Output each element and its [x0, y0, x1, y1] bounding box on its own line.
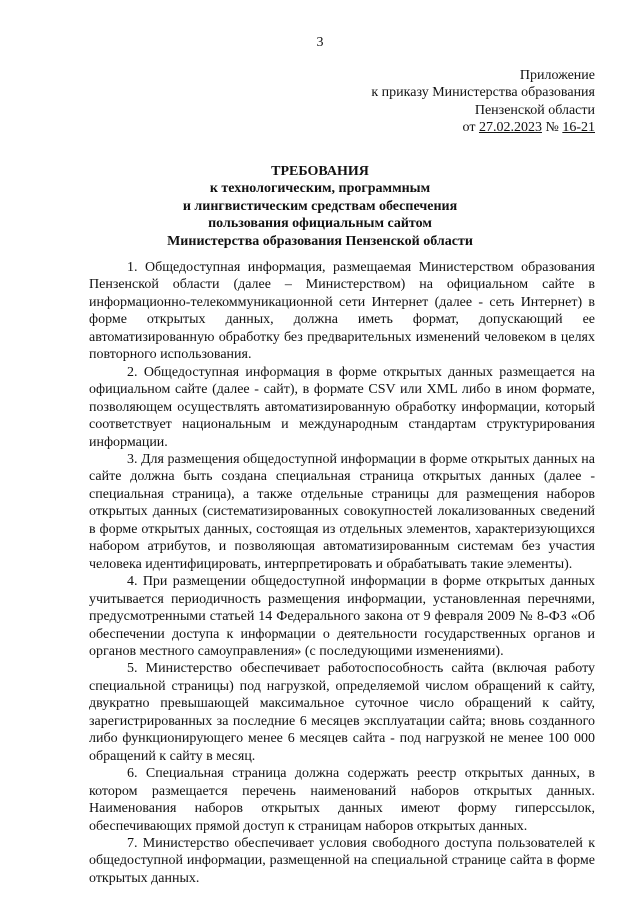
- appendix-region: Пензенской области: [474, 102, 595, 118]
- document-body: [89, 259, 595, 887]
- paragraph-7: 7. Министерство обеспечивает условия свободного доступа пользователей к общедоступной информации, размещенной на специальной странице сайта в форме открытых данных.: [89, 835, 595, 886]
- paragraph-2: 2. Общедоступная информация в форме открытых данных размещается на официальном сайте (далее - сайт), в формате CSV или XML либо в ином формате, позволяющем осуществлять автоматизированную обработку информации, который соответствует национальным и международным стандартам структурирования информации.: [89, 364, 595, 450]
- paragraph-6: 6. Специальная страница должна содержать реестр открытых данных, в котором размещается перечень наименований наборов открытых данных. Наименования наборов открытых данных имеют форму гиперссылок, обеспечивающих прямой доступ к страницам наборов открытых данных.: [89, 766, 595, 834]
- date-prefix: от: [462, 119, 479, 135]
- heading-line-4: Министерства образования Пензенской области: [167, 233, 473, 249]
- page-number: 3: [316, 35, 324, 50]
- paragraph-3: 3. Для размещения общедоступной информации в форме открытых данных на сайте должна быть создана специальная страница открытых данных (далее - специальная страница), а также отдельные страницы для размещения наборов открытых данных (систематизированных совокупностей локализованных сведений в форме открытых данных, состоящая из отдельных элементов, характеризующихся набором атрибутов, и позволяющая автоматизированным системам без участия человека идентифицировать, интерпретировать и обрабатывать такие элементы).: [89, 451, 595, 572]
- document-heading: [0, 163, 640, 250]
- appendix-label: Приложение: [519, 68, 595, 83]
- appendix-block: [371, 67, 595, 136]
- paragraph-4: 4. При размещении общедоступной информации в форме открытых данных учитывается периодичность размещения информации, установленная перечнями, предусмотренными статьей 14 Федерального закона от 9 февраля 2009 № 8-ФЗ «Об обеспечении доступа к информации о деятельности государственных органов и органов местного самоуправления» (с последующими изменениями).: [89, 574, 595, 659]
- appendix-date-line: [371, 119, 595, 136]
- number-prefix: №: [541, 119, 563, 135]
- paragraph-5: 5. Министерство обеспечивает работоспособность сайта (включая работу специальной страницы) под нагрузкой, определяемой числом обращений к сайту, двукратно превышающей максимальное суточное число обращений к сайту, зарегистрированных за последние 6 месяцев эксплуатации сайта; вновь созданного либо функционирующего менее 6 месяцев сайта - под нагрузкой не менее 100 000 обращений к сайту в месяц.: [89, 661, 595, 764]
- heading-line-1: к технологическим, программным: [209, 181, 431, 197]
- paragraph-1: 1. Общедоступная информация, размещаемая Министерством образования Пензенской области (далее – Министерством) на официальном сайте в информационно-телекоммуникационной сети Интернет (далее - сеть Интернет) в форме открытых данных, должна иметь формат, допускающий ее автоматизированную обработку без предварительных изменений человеком в целях повторного использования.: [89, 260, 595, 363]
- heading-line-2: и лингвистическим средствам обеспечения: [182, 198, 458, 214]
- order-date: 27.02.2023: [478, 119, 542, 135]
- appendix-order-ref: к приказу Министерства образования: [371, 85, 595, 101]
- heading-title: ТРЕБОВАНИЯ: [271, 164, 369, 179]
- heading-line-3: пользования официальным сайтом: [208, 216, 432, 232]
- order-number: 16-21: [562, 119, 595, 135]
